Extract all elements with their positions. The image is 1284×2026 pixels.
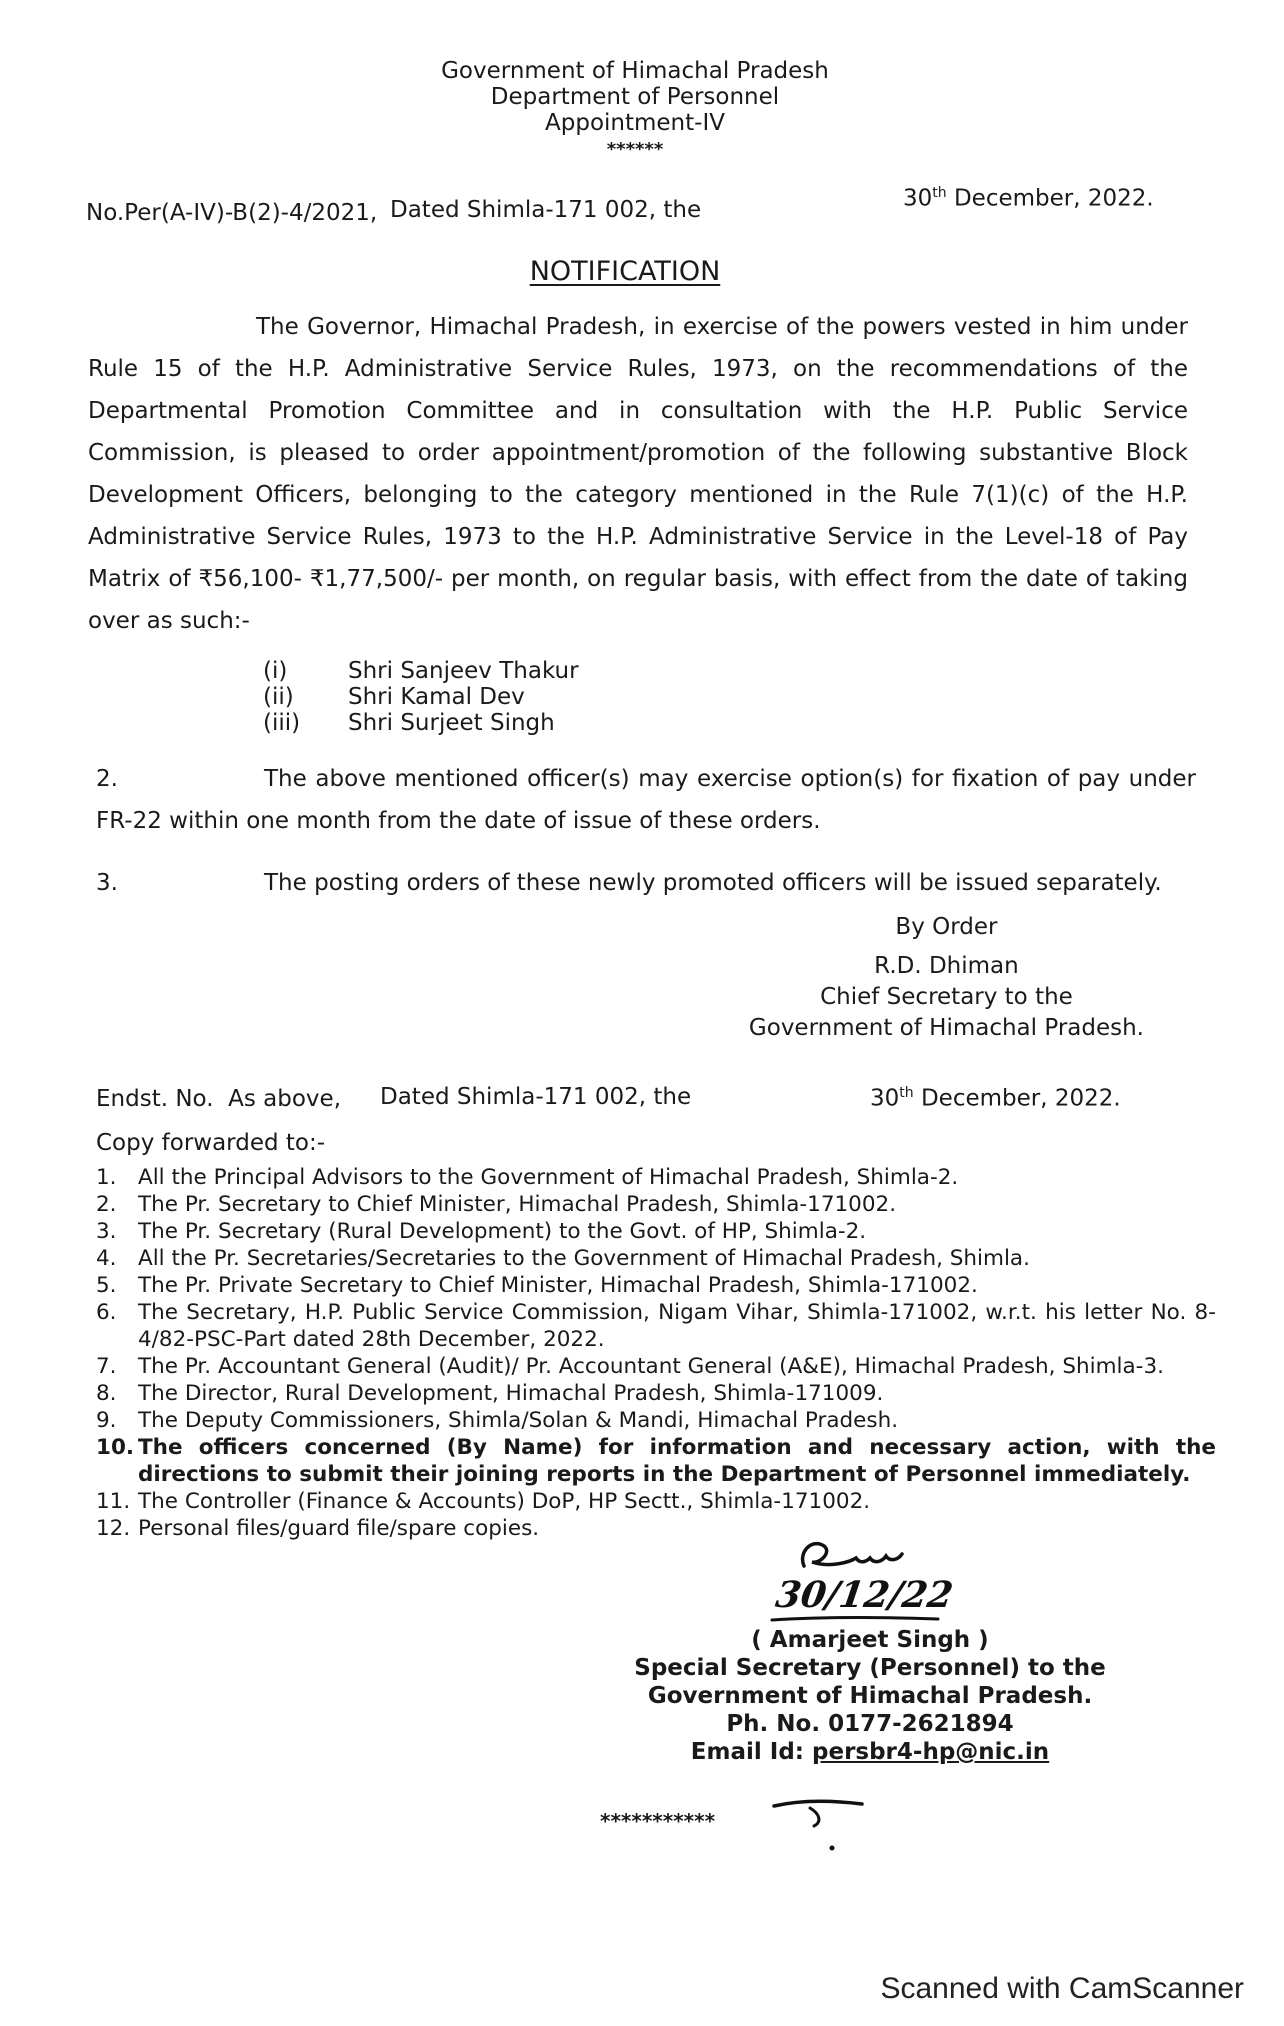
list-item: 10. The officers concerned (By Name) for information and necessary action, with the directions to submit their joining reports in the Department of Personnel immediately. <box>96 1435 1216 1487</box>
body-paragraph-2: 2. The above mentioned officer(s) may exercise option(s) for fixation of pay under FR-22 within one month from the date of issue of these orders. <box>96 766 1196 834</box>
camscanner-watermark: Scanned with CamScanner <box>880 1972 1244 2005</box>
list-item: 2. The Pr. Secretary to Chief Minister, Himachal Pradesh, Shimla-171002. <box>96 1192 897 1217</box>
by-order-text: By Order <box>895 914 998 940</box>
list-item: 7. The Pr. Accountant General (Audit)/ Pr. Accountant General (A&E), Himachal Pradesh, Shimla-3. <box>96 1354 1164 1379</box>
signatory-name: R.D. Dhiman <box>874 953 1019 979</box>
reference-date: 30th December, 2022. <box>903 185 1154 212</box>
endorsement-date: 30th December, 2022. <box>870 1085 1121 1112</box>
copy-forwarded-list <box>96 1164 1216 1542</box>
signatory-org: Government of Himachal Pradesh. <box>748 1015 1144 1041</box>
signature-block-order <box>749 912 1144 1044</box>
notification-title: NOTIFICATION <box>529 256 721 287</box>
list-item: 5. The Pr. Private Secretary to Chief Minister, Himachal Pradesh, Shimla-171002. <box>96 1273 978 1298</box>
list-item: 11. The Controller (Finance & Accounts) DoP, HP Sectt., Shimla-171002. <box>96 1489 871 1514</box>
list-item: 3. The Pr. Secretary (Rural Development) to the Govt. of HP, Shimla-2. <box>96 1219 867 1244</box>
signature-block-special-secretary <box>610 1626 1130 1766</box>
email-link[interactable]: persbr4-hp@nic.in <box>812 1739 1050 1765</box>
handwritten-signature-icon <box>790 1532 910 1578</box>
footer-stars: *********** <box>600 1809 716 1833</box>
reference-number: No.Per(A-IV)-B(2)-4/2021, <box>86 200 378 226</box>
signatory2-email: Email Id: persbr4-hp@nic.in <box>690 1739 1050 1765</box>
header-government: Government of Himachal Pradesh <box>441 58 829 84</box>
list-item: 6. The Secretary, H.P. Public Service Commission, Nigam Vihar, Shimla-171002, w.r.t. his letter No. 8-4/82-PSC-Part dated 28th December, 2022. <box>96 1300 1216 1352</box>
header-section: Appointment-IV <box>545 110 725 136</box>
signatory2-org: Government of Himachal Pradesh. <box>647 1683 1093 1709</box>
copy-forwarded-heading: Copy forwarded to:- <box>96 1130 326 1156</box>
list-item: 1. All the Principal Advisors to the Government of Himachal Pradesh, Shimla-2. <box>96 1165 959 1190</box>
body-paragraph-1: The Governor, Himachal Pradesh, in exercise of the powers vested in him under Rule 15 of the H.P. Administrative Service Rules, 1973, on the recommendations of the Departmental Promotion Committee and in consultation with the H.P. Public Service Commission, is pleased to order appointment/promotion of the following substantive Block Development Officers, belonging to the category mentioned in the Rule 7(1)(c) of the H.P. Administrative Service Rules, 1973 to the H.P. Administrative Service in the Level-18 of Pay Matrix of ₹56,100- ₹1,77,500/- per month, on regular basis, with effect from the date of taking over as such:- <box>88 314 1188 634</box>
signatory-designation: Chief Secretary to the <box>820 984 1073 1010</box>
signatory2-designation: Special Secretary (Personnel) to the <box>634 1655 1106 1681</box>
signatory2-phone: Ph. No. 0177-2621894 <box>726 1711 1014 1737</box>
date-underline-icon <box>770 1614 940 1624</box>
list-item: 8. The Director, Rural Development, Himachal Pradesh, Shimla-171009. <box>96 1381 884 1406</box>
signatory2-name: ( Amarjeet Singh ) <box>751 1627 989 1653</box>
document-page: Government of Himachal Pradesh Department of Personnel Appointment-IV ****** No.Per(A-IV)-B(2)-4/2021, Dated Shimla-171 002, the 30th December, 2022. NOTIFICATION The Governor, Himachal Pradesh, in exercise of the powers vested in him under Rule 15 of the H.P. Administrative Service Rules, 1973, on the recommendations of the Departmental Promotion Committee and in consultation with the H.P. Public Service Commission, is pleased to order appointment/promotion of the following substantive Block Development Officers, belonging to the category mentioned in the Rule 7(1)(c) of the H.P. Administrative Service Rules, 1973 to the H.P. Administrative Service in the Level-18 of Pay Matrix of ₹56,100- ₹1,77,500/- per month, on regular basis, with effect from the date of taking over as such:- (i) Shri Sanjeev Thakur (ii) Shri Kamal Dev (iii) Shri Surjeet Singh 2. The above mentioned officer(s) may exercise option(s) for fixation of pay under FR-22 within one month from the date of issue of these orders. 3. The posting orders of these newly promoted officers will be issued separately. By Order R.D. Dhiman Chief Secretary to the Government of Himachal Pradesh. Endst. No. As above, Dated Shimla-171 002, the 30th December, 2022. Copy forwarded to:- 1. All the Principal Advisors to the Government of Himachal Pradesh, Shimla-2. 2. The Pr. Secretary to Chief Minister, Himachal Pradesh, Shimla-171002. 3. The Pr. Secretary (Rural Development) to the Govt. of HP, Shimla-2. 4. All the Pr. Secretaries/Secretaries to the Government of Himachal Pradesh, Shimla. 5. The Pr. Private Secretary to Chief Minister, Himachal Pradesh, Shimla-171002. 6. The Secretary, H.P. Public Service Commission, Nigam Vihar, Shimla-171002, w.r.t. his letter No. 8-4/82-PSC-Part dated 28th December, 2022. 7. The Pr. Accountant General (Audit)/ Pr. Accountant General (A&E), Himachal Pradesh, Shimla-3. 8. The Director, Rural Development, Himachal Pradesh, Shimla-171009. 9. The Deputy Commissioners, Shimla/Solan & Mandi, Himachal Pradesh. 10. The officers concerned (By Name) for information and necessary action, with the directions to submit their joining reports in the Department of Personnel immediately. 11. The Controller (Finance & Accounts) DoP, HP Sectt., Shimla-171002. 12. Personal files/guard file/spare copies. 30/12/22 ( Amarjeet Singh ) Special Secretary (Personnel) to the Government of Himachal Pradesh. Ph. No. 0177-2621894 Email Id: persbr4-hp@nic.in *********** Scanned with CamScanner <box>0 0 1284 2026</box>
closing-mark-icon <box>770 1796 870 1856</box>
reference-dated: Dated Shimla-171 002, the <box>390 197 702 223</box>
list-item: 4. All the Pr. Secretaries/Secretaries to the Government of Himachal Pradesh, Shimla. <box>96 1246 1030 1271</box>
header-stars: ****** <box>606 139 664 160</box>
header-department: Department of Personnel <box>490 84 780 110</box>
endorsement-number: Endst. No. As above, <box>96 1086 342 1112</box>
body-paragraph-3: 3. The posting orders of these newly promoted officers will be issued separately. <box>96 870 1162 896</box>
list-item: 9. The Deputy Commissioners, Shimla/Solan & Mandi, Himachal Pradesh. <box>96 1408 899 1433</box>
list-item: 12. Personal files/guard file/spare copies. <box>96 1516 540 1541</box>
endorsement-dated: Dated Shimla-171 002, the <box>380 1084 692 1110</box>
handwritten-date: 30/12/22 <box>773 1574 956 1616</box>
